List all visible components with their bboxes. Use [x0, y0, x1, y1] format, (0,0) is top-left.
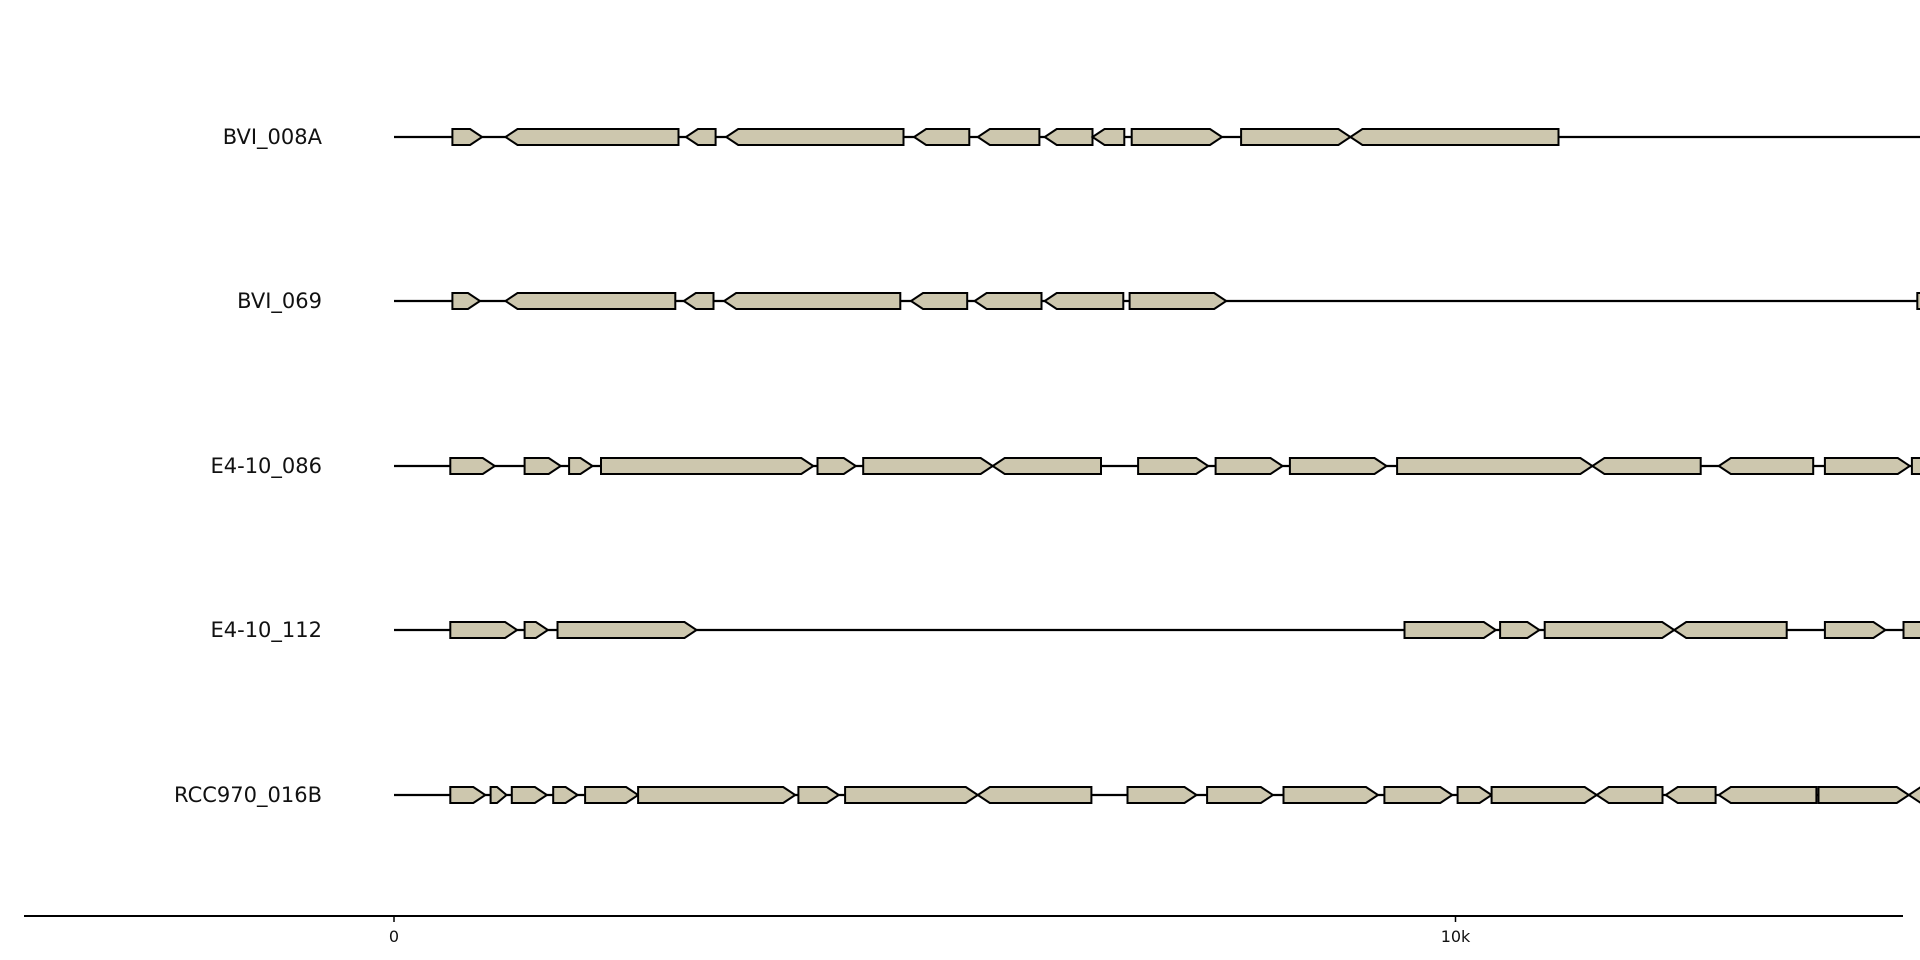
- gene-arrow-reverse: [506, 129, 679, 145]
- gene-arrow-reverse: [1719, 458, 1813, 474]
- gene-arrow-forward: [1130, 293, 1227, 309]
- gene-arrow-forward: [1492, 787, 1597, 803]
- sequence-label: E4-10_086: [210, 454, 322, 478]
- sequence-label: RCC970_016B: [174, 783, 322, 807]
- sequence-track: [223, 125, 1920, 150]
- gene-arrow-forward: [1500, 622, 1539, 638]
- gene-arrow-forward: [1545, 622, 1675, 638]
- gene-arrow-forward: [553, 787, 577, 803]
- gene-arrow-reverse: [978, 787, 1092, 803]
- gene-arrow-forward: [1819, 787, 1909, 803]
- gene-arrow-forward: [863, 458, 993, 474]
- gene-arrow-forward: [1132, 129, 1222, 145]
- gene-arrow-forward: [491, 787, 507, 803]
- gene-arrow-reverse: [726, 129, 903, 145]
- x-tick-label: 10k: [1440, 927, 1471, 946]
- gene-arrow-forward: [1384, 787, 1452, 803]
- gene-arrow-forward: [601, 458, 813, 474]
- sequence-track: [210, 454, 1920, 479]
- gene-arrow-forward: [450, 787, 485, 803]
- gene-arrow-reverse: [684, 293, 714, 309]
- gene-arrow-reverse: [978, 129, 1040, 145]
- gene-arrow-forward: [1904, 622, 1920, 638]
- gene-arrow-reverse: [1666, 787, 1716, 803]
- gene-arrow-forward: [1241, 129, 1350, 145]
- gene-arrow-reverse: [506, 293, 676, 309]
- gene-arrow-forward: [1128, 787, 1197, 803]
- sequence-track: [237, 289, 1920, 314]
- gene-arrow-forward: [1138, 458, 1208, 474]
- gene-arrow-forward: [450, 622, 517, 638]
- gene-arrow-forward: [569, 458, 592, 474]
- gene-arrow-forward: [525, 622, 548, 638]
- gene-arrow-forward: [798, 787, 838, 803]
- gene-arrow-forward: [1284, 787, 1379, 803]
- gene-arrow-reverse: [1350, 129, 1558, 145]
- gene-arrow-forward: [525, 458, 561, 474]
- gene-arrow-forward: [818, 458, 856, 474]
- sequence-track: [174, 783, 1920, 808]
- gene-arrow-reverse: [911, 293, 967, 309]
- sequence-label: BVI_008A: [222, 125, 322, 149]
- gene-tracks: [174, 125, 1920, 808]
- gene-arrow-forward: [1397, 458, 1592, 474]
- gene-arrow-reverse: [993, 458, 1101, 474]
- gene-arrow-forward: [512, 787, 547, 803]
- x-axis: [24, 916, 1920, 946]
- x-axis-ticks: [389, 916, 1920, 946]
- gene-arrow-forward: [1912, 458, 1920, 474]
- gene-arrow-forward: [1825, 458, 1910, 474]
- gene-arrow-reverse: [724, 293, 900, 309]
- gene-arrow-forward: [1207, 787, 1273, 803]
- gene-arrow-forward: [1825, 622, 1886, 638]
- gene-arrow-forward: [1290, 458, 1387, 474]
- gene-arrow-forward: [845, 787, 978, 803]
- sequence-track: [210, 618, 1920, 643]
- gene-arrow-reverse: [1093, 129, 1125, 145]
- x-tick-label: 0: [388, 927, 400, 946]
- gene-arrow-forward: [1405, 622, 1496, 638]
- gene-arrow-reverse: [914, 129, 969, 145]
- gene-arrow-forward: [1216, 458, 1283, 474]
- sequence-label: BVI_069: [237, 289, 322, 313]
- gene-arrow-reverse: [1045, 129, 1093, 145]
- sequence-label: E4-10_112: [210, 618, 322, 642]
- gene-arrow-reverse: [686, 129, 716, 145]
- gene-arrow-reverse: [1719, 787, 1817, 803]
- gene-arrow-forward: [558, 622, 697, 638]
- gene-arrow-forward: [1458, 787, 1492, 803]
- gene-arrow-forward: [452, 293, 480, 309]
- gene-arrow-reverse: [1909, 787, 1920, 803]
- gene-arrow-forward: [452, 129, 482, 145]
- gene-arrow-forward: [638, 787, 795, 803]
- gene-arrow-reverse: [1592, 458, 1700, 474]
- gene-arrow-forward: [585, 787, 638, 803]
- gene-arrow-reverse: [1045, 293, 1124, 309]
- gene-arrow-reverse: [1674, 622, 1787, 638]
- gene-arrow-forward: [450, 458, 495, 474]
- gene-arrow-reverse: [1597, 787, 1663, 803]
- gene-arrow-reverse: [975, 293, 1042, 309]
